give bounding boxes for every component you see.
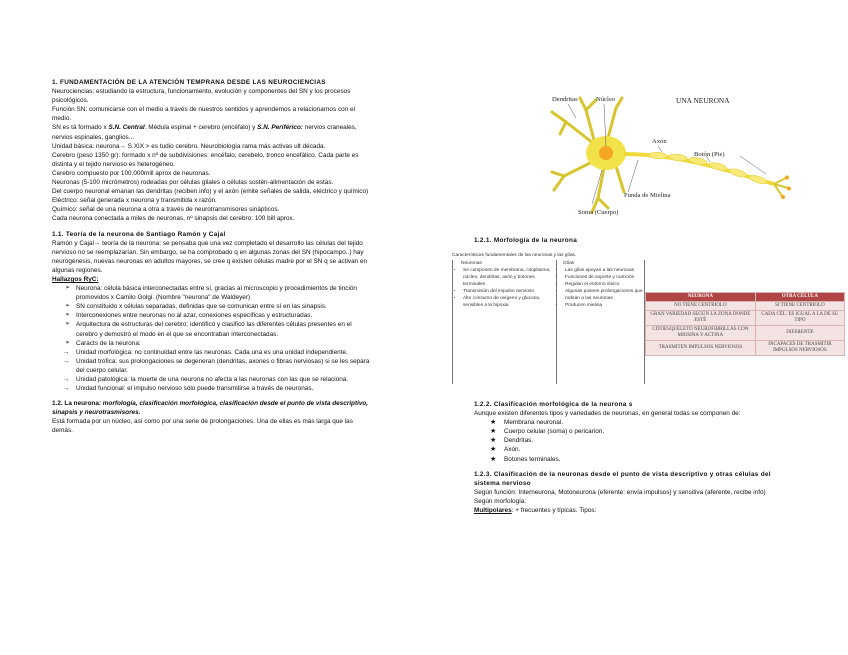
text-emphasis: S.N. Central: [108, 124, 145, 132]
paragraph: Cerebro compuesto por 100.000mill aprox de neuronas.: [52, 169, 211, 177]
section-heading-1-2-3: 1.2.3. Clasificación de la neuronas desde el punto de vista descriptivo y otras células del sistema nervioso: [474, 470, 771, 487]
table-cell: SI TIENE CENTRIOLO: [755, 302, 844, 311]
paragraph: Cada neurona conectada a miles de neuronas, nº sinapsis del cerebro: 100 bill aprox.: [52, 215, 295, 223]
list-item: ➢ SN constituido x células separadas, definidas que se comunican entre sí en las sinapsis.: [76, 302, 372, 311]
scan-caption: Características fundamentales de las neuronas y las glías.: [452, 253, 577, 258]
scan-right-column: [555, 260, 645, 384]
list-item: ★ Dendritas.: [504, 436, 796, 445]
table-cell: GRAN VARIEDAD SEGÚN LA ZONA DONDE ESTÉ: [646, 311, 756, 326]
paragraph: [474, 506, 796, 515]
bullet-list: [52, 284, 372, 339]
scan-item: • Se componen de membrana, citoplasma, núcleo, dendritas, axón y botones terminales: [463, 267, 556, 288]
label-dendritas: Dendritas: [552, 96, 578, 103]
label-mielina: Funda de Mielina: [624, 192, 671, 199]
paragraph: Ramón y Cajal→ teoría de la neurona: se pensaba que una vez completado el desarrollo las células del tejido nervioso no se reemplazarían. Sin embargo, se ha comprobado q en algunas zonas del SN (hipocampo..) hay neurogénesis, nuevas neuronas en adultos mayores, se cree q existen células madre por el SN q se activan en algunas regiones.: [52, 239, 368, 274]
axon-terminals: [774, 178, 788, 196]
table-cell: CITOESQUELETO NEUROFIBRILLAS CON MIOSINA Y ACTINA: [646, 326, 756, 341]
scan-item: • Producen mielina: [565, 302, 644, 309]
neuron-vs-cell-table: [645, 292, 845, 356]
paragraph: Eléctrico: señal generada x neurona y transmitida x razón.: [52, 197, 217, 205]
paragraph: [52, 123, 372, 141]
bullet-list: [52, 339, 372, 348]
table-cell: TRASMITEN IMPULSOS NERVIOSOS: [646, 341, 756, 356]
subheading-hallazgos: Hallazgos RyC:: [52, 275, 99, 283]
paragraph: Neuronas (5-100 micrómetros) rodeadas por células gliales o células sostén-alimentación de estas.: [52, 179, 334, 187]
scan-left-column: [452, 260, 557, 384]
figure-title: UNA NEURONA: [676, 96, 730, 105]
list-item: → Unidad patológica: la muerte de una neurona no afecta a las neuronas con las que se relaciona.: [76, 375, 372, 384]
section-heading-1-2-2: 1.2.2. Clasificación morfológica de la neurona s: [474, 401, 633, 408]
left-column: [52, 78, 372, 436]
section-heading-1: 1. FUNDAMENTACIÓN DE LA ATENCIÓN TEMPRANA DESDE LAS NEUROCIENCIAS: [52, 79, 326, 86]
text-emphasis: morfología, clasificación morfológica, clasificación desde el punto de vista descriptivo, sinapsis y neurotrasmisores.: [52, 400, 369, 417]
paragraph: Químico: señal de una neurona a otra a través de neurotransmisores sinápticos.: [52, 206, 280, 214]
list-item: ★ Botones terminales.: [504, 455, 796, 464]
list-item: → Unidad funcional: el impulso nervioso sólo puede transmitirse a través de neuronas.: [76, 384, 372, 393]
text: nervios craneales, nervios espinales, ganglios...: [52, 124, 357, 141]
table-cell: DIFERENTE: [755, 326, 844, 341]
list-item: ★ Axón.: [504, 445, 796, 454]
list-item: ➢ Arquitectura de estructuras del cerebro; identificó y clasificó las diferentes células presentes en el cerebro y demostró el modo en el que se encontraban interconectadas.: [76, 320, 372, 338]
star-list: [474, 418, 796, 463]
table-header: NEURONA: [646, 293, 756, 302]
table-row: [646, 326, 845, 341]
arrow-list: [52, 348, 372, 393]
text: : + frecuentes y típicas. Tipos:: [511, 507, 597, 515]
text: 1.2. La neurona:: [52, 400, 103, 408]
nucleus-shape: [599, 146, 613, 160]
neuron-illustration: [546, 92, 846, 222]
scan-item: • Alto consumo de oxígeno y glucosa, sensibles a la hipoxia: [463, 295, 556, 309]
paragraph: Neurociencias: estudiando la estructura, funcionamiento, evolución y componentes del SN y los procesos psicológicos.: [52, 88, 351, 105]
paragraph: Según función: Interneurona, Motoneurona (eferente: envía impulsos) y sensitiva (aferente, recibe info): [474, 488, 766, 496]
label-soma: Soma (Cuerpo): [578, 209, 619, 216]
table-cell: INCAPACES DE TRASMITIR IMPULSOS NERVIOSOS: [755, 341, 844, 356]
scan-left-heading: Neuronas: [461, 261, 482, 266]
paragraph: Según morfología:: [474, 497, 527, 505]
list-item: ➢ Caracts de la neurona:: [76, 339, 372, 348]
table-cell: NO TIENE CENTRIOLO: [646, 302, 756, 311]
table-header: OTRA CÉLULA: [755, 293, 844, 302]
label-nucleo: Núcleo: [596, 96, 616, 103]
section-heading-1-2: [52, 399, 372, 417]
label-axon: Axón: [652, 138, 667, 145]
table-row: [646, 341, 845, 356]
paragraph: Está formada por un núcleo, así como por una serie de prolongaciones. Una de ellas es más larga que las demás.: [52, 418, 353, 435]
scan-item: • Transmisión del impulso nervioso: [463, 288, 556, 295]
list-item: ★ Cuerpo celular (soma) o pericarion.: [504, 427, 796, 436]
list-item: → Unidad morfológica: no continuidad entre las neuronas. Cada una es una unidad independiente.: [76, 348, 372, 357]
section-heading-1-2-1: 1.2.1. Morfología de la neurona: [474, 237, 578, 244]
scan-item: • Algunas poseen prolongaciones que rodean a las neuronas: [565, 288, 644, 302]
scan-item: • Funciones de soporte y nutrición: [565, 274, 644, 281]
table-row: [646, 311, 845, 326]
list-item: ➢ Interconexiones entre neuronas no al azar, conexiones específicas y estructuradas.: [76, 311, 372, 320]
paragraph: Del cuerpo neuronal emanan las dendritas (reciben info) y el axón (emite señales de salida, eléctrico y químico): [52, 188, 369, 196]
table-cell: CADA CÉL. ES IGUAL A LA DE SU TIPO: [755, 311, 844, 326]
list-item: ★ Membrana neuronal.: [504, 418, 796, 427]
right-column: [474, 236, 794, 245]
table-row: [646, 302, 845, 311]
scan-item: • Regulan el entorno iónico: [565, 281, 644, 288]
scan-right-heading: Glías: [563, 261, 575, 266]
paragraph: Unidad básica: neurona→ S.XIX > es tudio cerebro. Neurobiología rama más activas ult década.: [52, 142, 326, 150]
table-header-row: [646, 293, 845, 302]
paragraph: Función SN: comunicarse con el medio a través de nuestros sentidos y aprendemos a relacionarnos con el medio.: [52, 106, 356, 123]
scanned-comparison-image: [452, 252, 644, 384]
scan-item: • Las glías apoyan a las neuronas: [565, 267, 644, 274]
text-underlined: Multipolares: [474, 507, 512, 515]
label-botones: Botón (Pie): [694, 151, 725, 158]
list-item: → Unidad trófica: sus prolongaciones se degeneran (dendritas, axones o fibras nerviosas) si se les separa del cuerpo celular.: [76, 357, 372, 375]
paragraph: Cerebro (peso 1350 gr): formado x nº de subdivisiones: encéfalo, cerebelo, tronco encefálico. Cada parte es distinta y el tejido nervioso es heterogéneo.: [52, 151, 359, 168]
text: SN es tá formado x: [52, 124, 109, 132]
list-item: ➢ Neurona: célula básica interconectadas entre sí, gracias al microscopio y procedimientos de tinción promovidos x Camilo Golgi. (Nombre "neurona" de Waldeyer): [76, 284, 372, 302]
text-emphasis: S.N. Periférico:: [257, 124, 303, 132]
right-column-lower: [474, 400, 796, 515]
text: : Médula espinal + cerebro (encéfalo) y: [144, 124, 258, 132]
section-heading-1-1: 1.1. Teoría de la neurona de Santiago Ramón y Cajal: [52, 230, 226, 238]
paragraph: Aunque existen diferentes tipos y variedades de neuronas, en general todas se componen de:: [474, 410, 741, 418]
